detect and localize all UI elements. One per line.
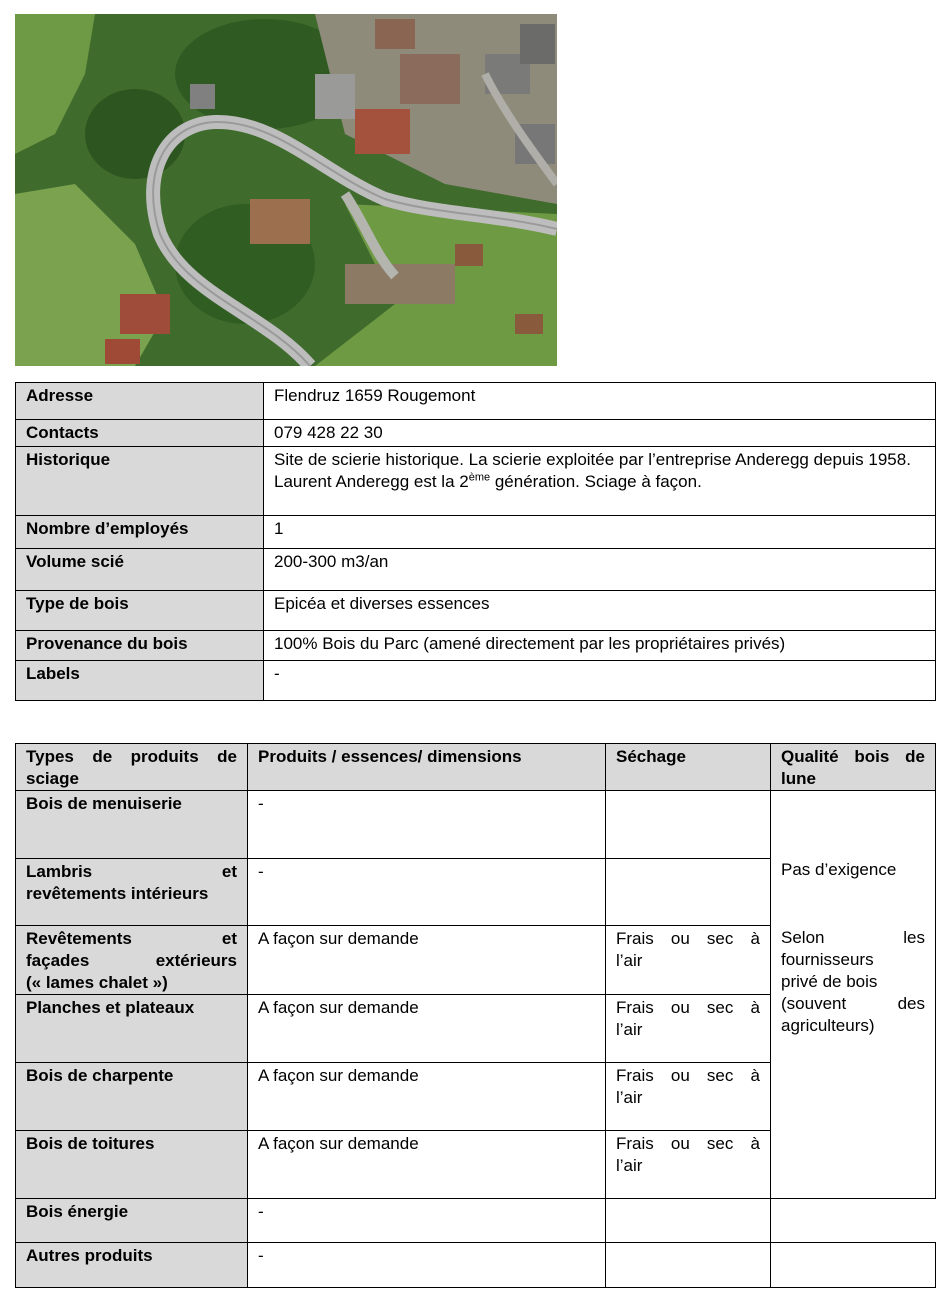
type-autres: Autres produits bbox=[16, 1243, 248, 1288]
table-row bbox=[16, 1199, 936, 1243]
drying-revetements: Frais ou sec à l’air bbox=[606, 926, 771, 995]
table-row bbox=[16, 383, 936, 420]
type-charpente: Bois de charpente bbox=[16, 1063, 248, 1131]
header-sechage: Séchage bbox=[606, 744, 771, 791]
table-row bbox=[16, 447, 936, 516]
label-adresse: Adresse bbox=[16, 383, 264, 420]
value-employes: 1 bbox=[264, 516, 936, 549]
value-historique: Site de scierie historique. La scierie exploitée par l’entreprise Anderegg depuis 1958. Laurent Anderegg est la 2ème génération. Sciage à façon. bbox=[264, 447, 936, 516]
drying-menuiserie bbox=[606, 791, 771, 859]
label-historique: Historique bbox=[16, 447, 264, 516]
label-provenance: Provenance du bois bbox=[16, 631, 264, 661]
type-revetements: Revêtements et façades extérieurs (« lames chalet ») bbox=[16, 926, 248, 995]
drying-planches: Frais ou sec à l’air bbox=[606, 995, 771, 1063]
type-toitures: Bois de toitures bbox=[16, 1131, 248, 1199]
value-adresse: Flendruz 1659 Rougemont bbox=[264, 383, 936, 420]
drying-lambris bbox=[606, 859, 771, 926]
table-row bbox=[16, 591, 936, 631]
header-types: Types de produits de sciage bbox=[16, 744, 248, 791]
product-menuiserie: - bbox=[248, 791, 606, 859]
label-contacts: Contacts bbox=[16, 420, 264, 447]
products-table bbox=[15, 743, 936, 1288]
aerial-photo bbox=[15, 14, 557, 366]
drying-autres bbox=[606, 1243, 771, 1288]
label-labels: Labels bbox=[16, 661, 264, 701]
drying-charpente: Frais ou sec à l’air bbox=[606, 1063, 771, 1131]
type-lambris: Lambris et revêtements intérieurs bbox=[16, 859, 248, 926]
label-type-bois: Type de bois bbox=[16, 591, 264, 631]
type-energie: Bois énergie bbox=[16, 1199, 248, 1243]
type-planches: Planches et plateaux bbox=[16, 995, 248, 1063]
table-row bbox=[16, 791, 936, 859]
product-planches: A façon sur demande bbox=[248, 995, 606, 1063]
table-row bbox=[16, 549, 936, 591]
lune-quality-cell bbox=[771, 791, 936, 1199]
label-employes: Nombre d’employés bbox=[16, 516, 264, 549]
product-energie: - bbox=[248, 1199, 606, 1243]
type-menuiserie: Bois de menuiserie bbox=[16, 791, 248, 859]
value-labels: - bbox=[264, 661, 936, 701]
header-lune: Qualité bois de lune bbox=[771, 744, 936, 791]
value-contacts: 079 428 22 30 bbox=[264, 420, 936, 447]
lune-line-2: Selon les fournisseurs privé de bois (souvent des agriculteurs) bbox=[781, 928, 925, 1035]
table-row bbox=[16, 420, 936, 447]
header-row bbox=[16, 744, 936, 791]
table-row bbox=[16, 661, 936, 701]
drying-toitures: Frais ou sec à l’air bbox=[606, 1131, 771, 1199]
table-row bbox=[16, 1243, 936, 1288]
lune-autres bbox=[771, 1243, 936, 1288]
value-volume: 200-300 m3/an bbox=[264, 549, 936, 591]
product-charpente: A façon sur demande bbox=[248, 1063, 606, 1131]
drying-energie bbox=[606, 1199, 771, 1243]
product-lambris: - bbox=[248, 859, 606, 926]
label-volume: Volume scié bbox=[16, 549, 264, 591]
table-row bbox=[16, 516, 936, 549]
table-row bbox=[16, 631, 936, 661]
header-produits: Produits / essences/ dimensions bbox=[248, 744, 606, 791]
value-type-bois: Epicéa et diverses essences bbox=[264, 591, 936, 631]
product-autres: - bbox=[248, 1243, 606, 1288]
value-provenance: 100% Bois du Parc (amené directement par les propriétaires privés) bbox=[264, 631, 936, 661]
product-toitures: A façon sur demande bbox=[248, 1131, 606, 1199]
lune-line-1: Pas d’exigence bbox=[781, 860, 897, 879]
info-table bbox=[15, 382, 936, 701]
product-revetements: A façon sur demande bbox=[248, 926, 606, 995]
